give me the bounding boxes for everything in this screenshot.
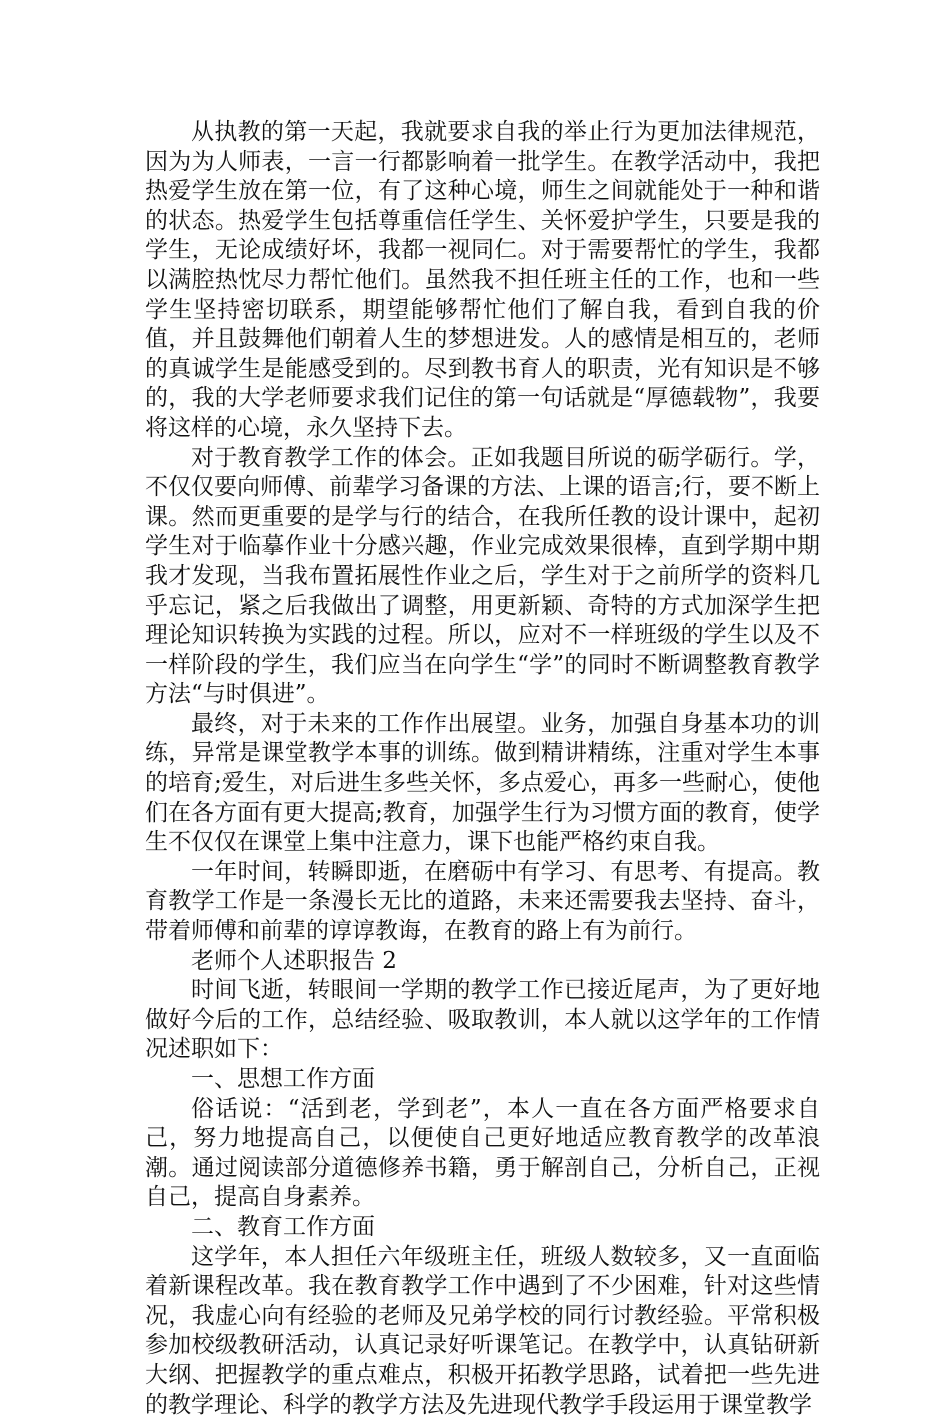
paragraph-report-intro: 时间飞逝，转眼间一学期的教学工作已接近尾声，为了更好地做好今后的工作，总结经验、吸取教训，本人就以这学年的工作情况述职如下： (145, 977, 820, 1063)
section-heading-ideology: 一、思想工作方面 (191, 1066, 375, 1092)
paragraph-education: 这学年，本人担任六年级班主任，班级人数较多，又一直面临着新课程改革。我在教育教学工作中遇到了不少困难，针对这些情况，我虚心向有经验的老师及兄弟学校的同行讨教经验。平常积极参加校级教研活动，认真记录好听课笔记。在教学中，认真钻研新大纲、把握教学的重点难点，积极开拓教学思路，试着把一些先进的教学理论、科学的教学方法及先进现代教学手段运用于课堂教学 (145, 1243, 820, 1418)
section-title-report-2: 老师个人述职报告 2 (191, 947, 397, 974)
document-page (145, 118, 820, 1420)
paragraph-year-summary: 一年时间，转瞬即逝，在磨砺中有学习、有思考、有提高。教育教学工作是一条漫长无比的道路，未来还需要我去坚持、奋斗，带着师傅和前辈的谆谆教诲，在教育的路上有为前行。 (145, 858, 820, 945)
paragraph-future-outlook: 最终，对于未来的工作作出展望。业务，加强自身基本功的训练，异常是课堂教学本事的训练。做到精讲精练，注重对学生本事的培育;爱生，对后进生多些关怀，多点爱心，再多一些耐心，使他们在各方面有更大提高;教育，加强学生行为习惯方面的教育，使学生不仅仅在课堂上集中注意力，课下也能严格约束自我。 (145, 710, 820, 856)
paragraph-ideology: 俗话说：“活到老，学到老”，本人一直在各方面严格要求自己，努力地提高自己，以便使自己更好地适应教育教学的改革浪潮。通过阅读部分道德修养书籍，勇于解剖自己，分析自己，正视自己，提高自身素养。 (145, 1095, 820, 1211)
section-heading-education: 二、教育工作方面 (191, 1213, 375, 1240)
paragraph-teaching-conduct: 从执教的第一天起，我就要求自我的举止行为更加法律规范，因为为人师表，一言一行都影响着一批学生。在教学活动中，我把热爱学生放在第一位，有了这种心境，师生之间就能处于一种和谐的状态。热爱学生包括尊重信任学生、关怀爱护学生，只要是我的学生，无论成绩好坏，我都一视同仁。对于需要帮忙的学生，我都以满腔热忱尽力帮忙他们。虽然我不担任班主任的工作，也和一些学生坚持密切联系，期望能够帮忙他们了解自我，看到自我的价值，并且鼓舞他们朝着人生的梦想进发。人的感情是相互的，老师的真诚学生是能感受到的。尽到教书育人的职责，光有知识是不够的，我的大学老师要求我们记住的第一句话就是“厚德载物”，我要将这样的心境，永久坚持下去。 (145, 119, 820, 441)
paragraph-teaching-experience: 对于教育教学工作的体会。正如我题目所说的砺学砺行。学，不仅仅要向师傅、前辈学习备课的方法、上课的语言;行，要不断上课。然而更重要的是学与行的结合，在我所任教的设计课中，起初学生对于临摹作业十分感兴趣，作业完成效果很棒，直到学期中期我才发现，当我布置拓展性作业之后，学生对于之前所学的资料几乎忘记，紧之后我做出了调整，用更新颖、奇特的方式加深学生把理论知识转换为实践的过程。所以，应对不一样班级的学生以及不一样阶段的学生，我们应当在向学生“学”的同时不断调整教育教学方法“与时俱进”。 (145, 444, 820, 708)
